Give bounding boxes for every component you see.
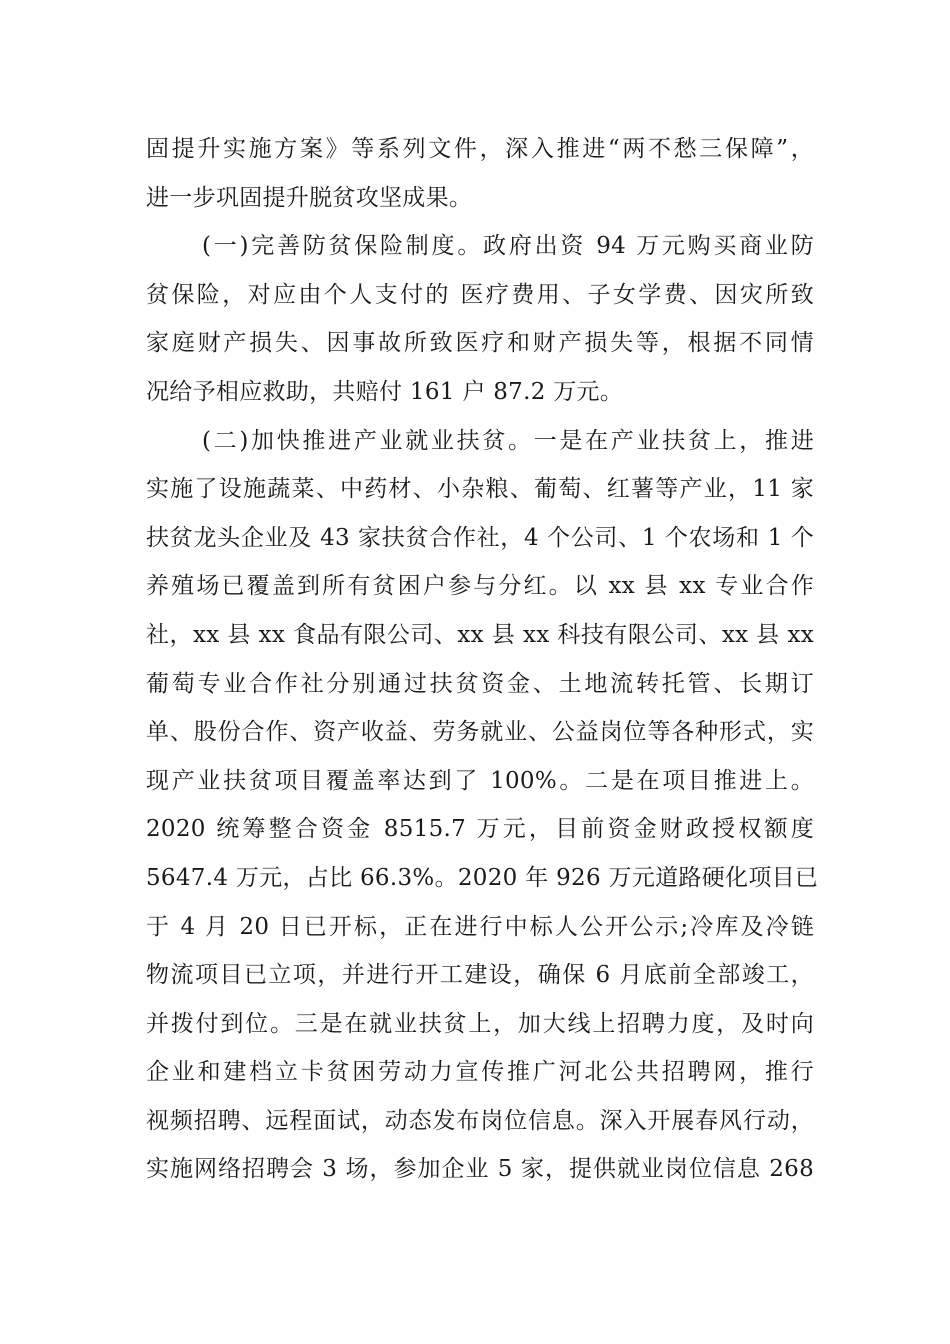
text-line: 社，xx 县 xx 食品有限公司、xx 县 xx 科技有限公司、xx 县 xx bbox=[146, 621, 814, 648]
text-line: 实施了设施蔬菜、中药材、小杂粮、葡萄、红薯等产业，11 家 bbox=[146, 476, 814, 503]
text-line: 现产业扶贫项目覆盖率达到了 100%。二是在项目推进上。 bbox=[146, 767, 814, 794]
text-line: 2020 统筹整合资金 8515.7 万元，目前资金财政授权额度 bbox=[146, 816, 814, 843]
paragraph-start-line: (一)完善防贫保险制度。政府出资 94 万元购买商业防 bbox=[202, 233, 814, 260]
text-line: 单、股份合作、资产收益、劳务就业、公益岗位等各种形式，实 bbox=[146, 719, 814, 746]
text-line: 进一步巩固提升脱贫攻坚成果。 bbox=[146, 184, 473, 211]
text-line: 企业和建档立卡贫困劳动力宣传推广河北公共招聘网，推行 bbox=[146, 1059, 814, 1086]
paragraph-start-line: (二)加快推进产业就业扶贫。一是在产业扶贫上，推进 bbox=[202, 427, 814, 454]
text-line: 况给予相应救助，共赔付 161 户 87.2 万元。 bbox=[146, 378, 624, 405]
text-line: 于 4 月 20 日已开标，正在进行中标人公开公示;冷库及冷链 bbox=[146, 913, 814, 940]
text-line: 物流项目已立项，并进行开工建设，确保 6 月底前全部竣工， bbox=[146, 962, 814, 989]
text-line: 5647.4 万元，占比 66.3%。2020 年 926 万元道路硬化项目已 bbox=[146, 864, 819, 891]
text-line: 养殖场已覆盖到所有贫困户参与分红。以 xx 县 xx 专业合作 bbox=[146, 573, 814, 600]
text-line: 固提升实施方案》等系列文件，深入推进“两不愁三保障”， bbox=[146, 136, 814, 162]
text-line: 视频招聘、远程面试，动态发布岗位信息。深入开展春风行动， bbox=[146, 1107, 814, 1134]
text-line: 家庭财产损失、因事故所致医疗和财产损失等，根据不同情 bbox=[146, 330, 814, 357]
text-line: 并拨付到位。三是在就业扶贫上，加大线上招聘力度，及时向 bbox=[146, 1010, 814, 1037]
document-body bbox=[146, 125, 819, 1194]
text-line: 扶贫龙头企业及 43 家扶贫合作社，4 个公司、1 个农场和 1 个 bbox=[146, 524, 814, 551]
text-line: 贫保险，对应由个人支付的 医疗费用、子女学费、因灾所致 bbox=[146, 281, 814, 308]
text-line: 实施网络招聘会 3 场，参加企业 5 家，提供就业岗位信息 268 bbox=[146, 1156, 814, 1183]
text-line: 葡萄专业合作社分别通过扶贫资金、土地流转托管、长期订 bbox=[146, 670, 814, 697]
